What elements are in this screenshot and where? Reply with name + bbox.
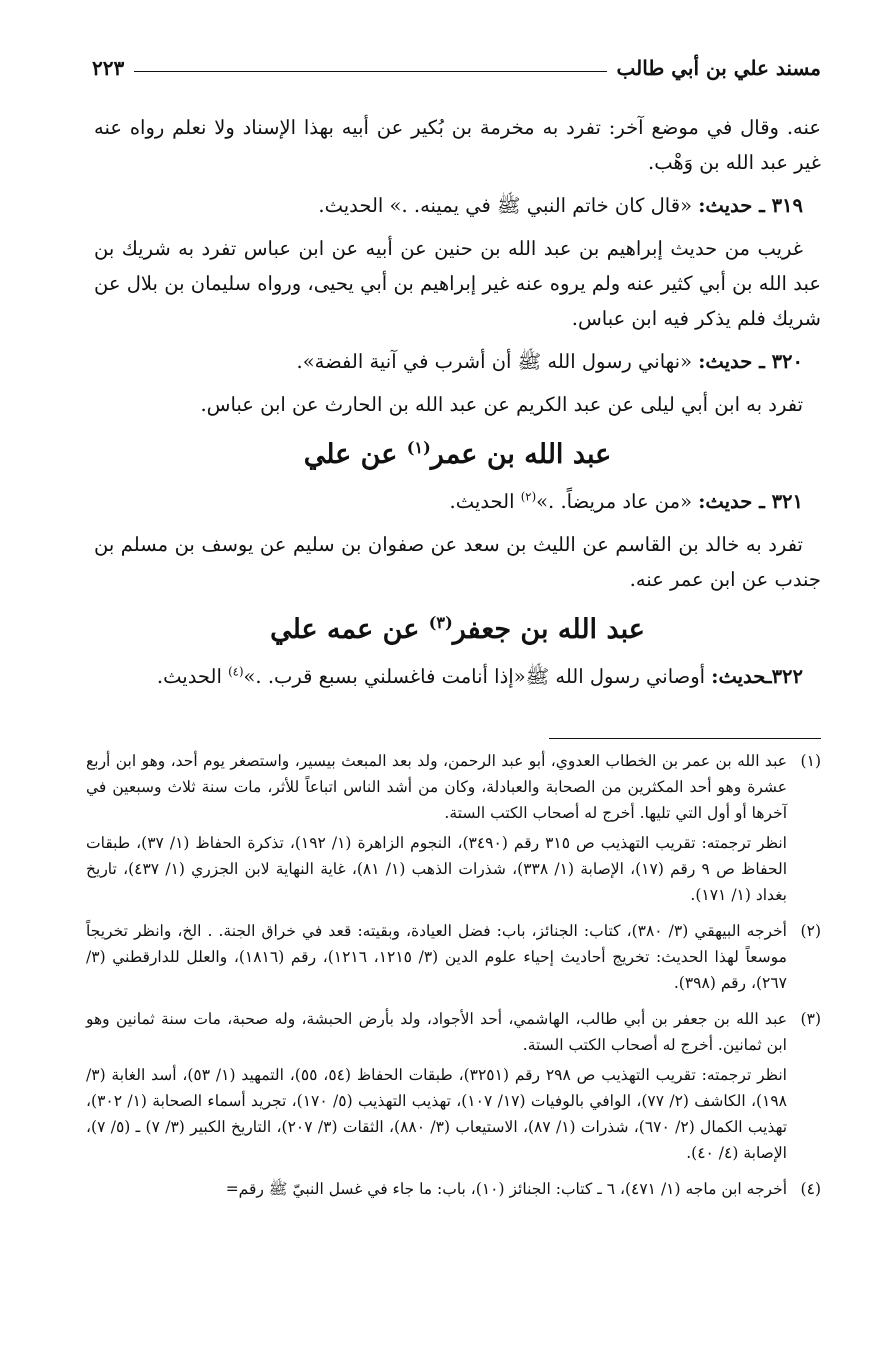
paragraph: تفرد به ابن أبي ليلى عن عبد الكريم عن عبد الله بن الحارث عن ابن عباس. [200, 393, 803, 416]
footnote-2 [86, 918, 821, 1000]
footnote-3 [86, 1006, 821, 1170]
footnote-number: (٢) [800, 922, 821, 940]
hadith-321 [94, 484, 821, 519]
footnote-4 [86, 1176, 821, 1206]
footnotes [86, 748, 821, 1212]
running-header [92, 38, 821, 80]
hadith-label: ٣٢٢ـحديث: [711, 665, 803, 688]
footnote-ref[interactable]: (٢) [520, 489, 537, 504]
footnote-paragraph: انظر ترجمته: تقريب التهذيب ص ٢٩٨ رقم (٣٢٥١)، طبقات الحفاظ (٥٤، ٥٥)، التمهيد (١/ ٥٣)، أسد الغابة (٣/ ١٩٨)، الكاشف (٢/ ٧٧)، الوافي بالوفيات (١٧/ ١٠٧)، تهذيب التهذيب (٥/ ١٧٠)، تجريد أسماء الصحابة (١/ ٣٠٢)، تهذيب الكمال (٢/ ٦٧٠)، شذرات (١/ ٨٧)، الاستيعاب (٣/ ٨٨٠)، الثقات (٣/ ٢٠٧)، التاريخ الكبير (٣/ ٧) ـ (٥/ ٧)، الإصابة (٤/ ٤٠). [86, 1066, 788, 1162]
paragraph: غريب من حديث إبراهيم بن عبد الله بن حنين عن أبيه عن ابن عباس تفرد به شريك بن عبد الله بن أبي كثير عنه ولم يروه عنه غير إبراهيم بن أبي يحيى، ورواه سليمان بن بلال عن شريك فلم يذكر فيه ابن عباس. [94, 237, 821, 330]
section-heading-ibn-umar [94, 430, 821, 480]
hadith-tail: الحديث. [156, 665, 222, 688]
section-title-tail: عن علي [303, 439, 398, 470]
footnote-paragraph: أخرجه البيهقي (٣/ ٣٨٠)، كتاب: الجنائز، باب: فضل العيادة، وبقيته: قعد في خراق الجنة. . الخ، وانظر تخريجاً موسعاً لهذا الحديث: تخريج أحاديث إحياء علوم الدين (٣/ ١٢١٥، ١٢١٦)، رقم (١٨١٦)، والعلل للدارقطني (٣/ ٢٦٧)، رقم (٣٩٨). [86, 922, 787, 992]
header-rule [134, 71, 606, 72]
hadith-label: ٣٢٠ ـ حديث: [698, 350, 803, 373]
footnote-1 [86, 748, 821, 912]
section-title: عبد الله بن عمر [430, 439, 612, 470]
footnote-number: (٣) [800, 1010, 821, 1028]
paragraph: عنه. وقال في موضع آخر: تفرد به مخرمة بن بُكير عن أبيه بهذا الإسناد ولا نعلم رواه عنه غير عبد الله بن وَهْب. [94, 116, 821, 174]
hadith-320 [94, 344, 821, 379]
footnote-ref[interactable]: (١) [406, 438, 431, 457]
hadith-tail: الحديث. [449, 490, 515, 513]
footnote-paragraph: عبد الله بن جعفر بن أبي طالب، الهاشمي، أحد الأجواد، ولد بأرض الحبشة، وله صحبة، مات سنة ثمانين وهو ابن ثمانين. أخرج له أصحاب الكتب الستة. [86, 1010, 787, 1054]
hadith-label: ٣١٩ ـ حديث: [698, 194, 803, 217]
footnote-body [86, 1006, 787, 1170]
main-text [94, 110, 821, 702]
hadith-text: أوصاني رسول الله ﷺ«إذا أنامت فاغسلني بسبع قرب. .» [243, 665, 706, 688]
footnote-body [86, 1176, 787, 1206]
footnote-number: (٤) [800, 1180, 821, 1198]
footnote-number: (١) [800, 752, 821, 770]
footnote-body [86, 748, 787, 912]
hadith-label: ٣٢١ ـ حديث: [698, 490, 803, 513]
footnote-paragraph: انظر ترجمته: تقريب التهذيب ص ٣١٥ رقم (٣٤٩٠)، النجوم الزاهرة (١/ ١٩٢)، تذكرة الحفاظ (١/ ٣٧)، طبقات الحفاظ ص ٩ رقم (١٧)، الإصابة (١/ ٣٣٨)، شذرات الذهب (١/ ٨١)، غاية النهاية لابن الجزري (١/ ٤٣٧)، تاريخ بغداد (١/ ١٧١). [86, 834, 787, 904]
section-title: عبد الله بن جعفر [452, 614, 645, 645]
footnote-ref[interactable]: (٣) [428, 613, 453, 632]
section-title-tail: عن عمه علي [270, 614, 420, 645]
running-title: مسند علي بن أبي طالب [616, 56, 821, 80]
hadith-text: «قال كان خاتم النبي ﷺ في يمينه. .» الحديث. [318, 194, 693, 217]
hadith-319 [94, 188, 821, 223]
footnote-separator [549, 738, 821, 739]
hadith-text: «من عاد مريضاً. .» [536, 490, 693, 513]
footnote-body [86, 918, 787, 1000]
footnote-ref[interactable]: (٤) [228, 664, 244, 679]
page-number: ٢٢٣ [92, 56, 125, 80]
section-heading-ibn-jafar [94, 605, 821, 655]
footnote-paragraph: عبد الله بن عمر بن الخطاب العدوي، أبو عبد الرحمن، ولد بعد المبعث بيسير، واستصغر يوم أحد، وهو ابن أربع عشرة وهو أحد المكثرين من الصحابة والعبادلة، وكان من أشد الناس اتباعاً للأثر، مات سنة ثلاث وسبعين في آخرها أو أول التي تليها. أخرج له أصحاب الكتب الستة. [86, 752, 787, 822]
footnote-paragraph: أخرجه ابن ماجه (١/ ٤٧١)، ٦ ـ كتاب: الجنائز (١٠)، باب: ما جاء في غسل النبيّ ﷺ رقم= [225, 1180, 787, 1198]
paragraph: تفرد به خالد بن القاسم عن الليث بن سعد عن صفوان بن سليم عن يوسف بن مسلم بن جندب عن ابن عمر عنه. [94, 533, 821, 591]
hadith-text: «نهاني رسول الله ﷺ أن أشرب في آنية الفضة». [296, 350, 693, 373]
hadith-322 [94, 659, 821, 694]
